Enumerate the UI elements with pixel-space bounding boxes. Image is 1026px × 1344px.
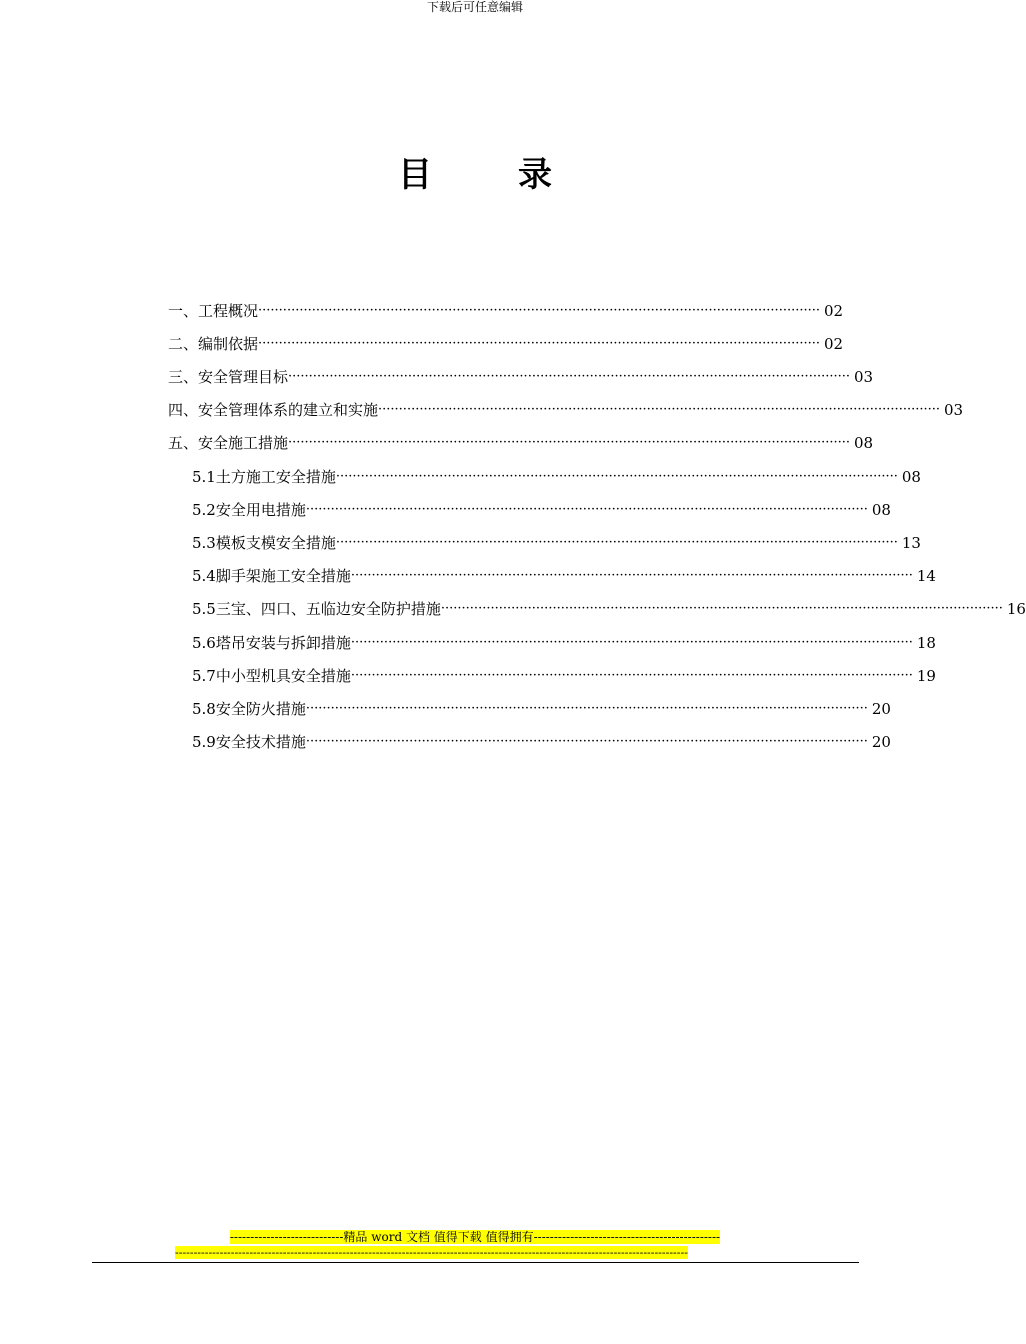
toc-subitem[interactable] <box>192 563 936 589</box>
toc-subitem-number: 5.7 <box>192 667 216 685</box>
toc-subitem-page: 16 <box>1006 600 1026 618</box>
header-note: 下载后可任意编辑 <box>426 0 523 14</box>
toc-leader-dots: ········································································································································ <box>350 668 913 683</box>
toc-subitem-page: 08 <box>871 501 891 519</box>
toc-leader-dots: ········································································································································ <box>288 369 851 384</box>
toc-subitem-number: 5.9 <box>192 733 216 751</box>
toc-leader-dots: ········································································································································ <box>258 303 821 318</box>
toc-item[interactable] <box>168 364 874 390</box>
toc-subitem-number: 5.5 <box>192 600 216 618</box>
toc-item[interactable] <box>168 430 874 456</box>
toc-subitem[interactable] <box>192 696 891 722</box>
footer-banner-line1 <box>0 1229 950 1245</box>
toc-item-label: 一、工程概况 <box>168 302 259 320</box>
toc-subitem-label: 模板支模安全措施 <box>215 534 336 552</box>
toc-subitem-page: 14 <box>916 567 936 585</box>
toc-leader-dots: ········································································································································ <box>305 734 868 749</box>
toc-leader-dots: ········································································································································ <box>350 635 913 650</box>
toc-subitem-page: 20 <box>871 700 891 718</box>
toc-subitem-label: 安全用电措施 <box>215 501 306 519</box>
toc-leader-dots: ········································································································································ <box>258 336 821 351</box>
toc-subitem-page: 08 <box>901 468 921 486</box>
toc-item-label: 四、安全管理体系的建立和实施 <box>168 401 379 419</box>
toc-leader-dots: ········································································································································ <box>335 469 898 484</box>
toc-item-page: 03 <box>854 368 874 386</box>
toc-item-label: 三、安全管理目标 <box>168 368 289 386</box>
toc-subitem-label: 安全防火措施 <box>215 700 306 718</box>
toc-subitem-number: 5.4 <box>192 567 216 585</box>
toc-leader-dots: ········································································································································ <box>305 502 868 517</box>
footer-banner-line2 <box>175 1245 775 1261</box>
toc-subitem-number: 5.8 <box>192 700 216 718</box>
toc-item-page: 03 <box>944 401 964 419</box>
toc-subitem-number: 5.3 <box>192 534 216 552</box>
toc-subitem-number: 5.2 <box>192 501 216 519</box>
toc-item-page: 08 <box>854 434 874 452</box>
toc-subitem[interactable] <box>192 497 891 523</box>
footer-divider <box>92 1262 859 1263</box>
footer-banner-dashes: ------------------------------------------------------------------------------------------------------------------------------------------ <box>175 1246 688 1259</box>
toc-item[interactable] <box>168 397 964 423</box>
toc-subitem-page: 18 <box>916 634 936 652</box>
toc-leader-dots: ········································································································································ <box>335 535 898 550</box>
toc-subitem[interactable] <box>192 464 921 490</box>
toc-item-page: 02 <box>824 335 844 353</box>
toc-subitem-label: 土方施工安全措施 <box>215 468 336 486</box>
toc-subitem-number: 5.6 <box>192 634 216 652</box>
toc-item-page: 02 <box>824 302 844 320</box>
toc-leader-dots: ········································································································································ <box>305 701 868 716</box>
toc-subitem-label: 中小型机具安全措施 <box>215 667 351 685</box>
page-title: 目录 <box>398 155 638 195</box>
toc-subitem[interactable] <box>192 663 936 689</box>
toc-leader-dots: ········································································································································ <box>440 601 1003 616</box>
toc-leader-dots: ········································································································································ <box>350 568 913 583</box>
toc-subitem[interactable] <box>192 530 921 556</box>
toc-subitem-page: 20 <box>871 733 891 751</box>
toc-subitem-label: 三宝、四口、五临边安全防护措施 <box>215 600 441 618</box>
toc-subitem-label: 脚手架施工安全措施 <box>215 567 351 585</box>
footer-banner-text: ----------------------------精品 word 文档 值得下载 值得拥有---------------------------------------------- <box>229 1230 721 1244</box>
toc-item[interactable] <box>168 331 844 357</box>
toc-item-label: 二、编制依据 <box>168 335 259 353</box>
toc-subitem-label: 安全技术措施 <box>215 733 306 751</box>
toc-subitem[interactable] <box>192 729 891 755</box>
toc-subitem[interactable] <box>192 630 936 656</box>
toc-leader-dots: ········································································································································ <box>288 435 851 450</box>
toc-leader-dots: ········································································································································ <box>378 402 941 417</box>
toc-subitem-page: 13 <box>901 534 921 552</box>
toc-subitem-number: 5.1 <box>192 468 216 486</box>
toc-subitem-page: 19 <box>916 667 936 685</box>
toc-item[interactable] <box>168 298 844 324</box>
toc-subitem-label: 塔吊安装与拆卸措施 <box>215 634 351 652</box>
toc-item-label: 五、安全施工措施 <box>168 434 289 452</box>
toc-subitem[interactable] <box>192 596 1026 622</box>
